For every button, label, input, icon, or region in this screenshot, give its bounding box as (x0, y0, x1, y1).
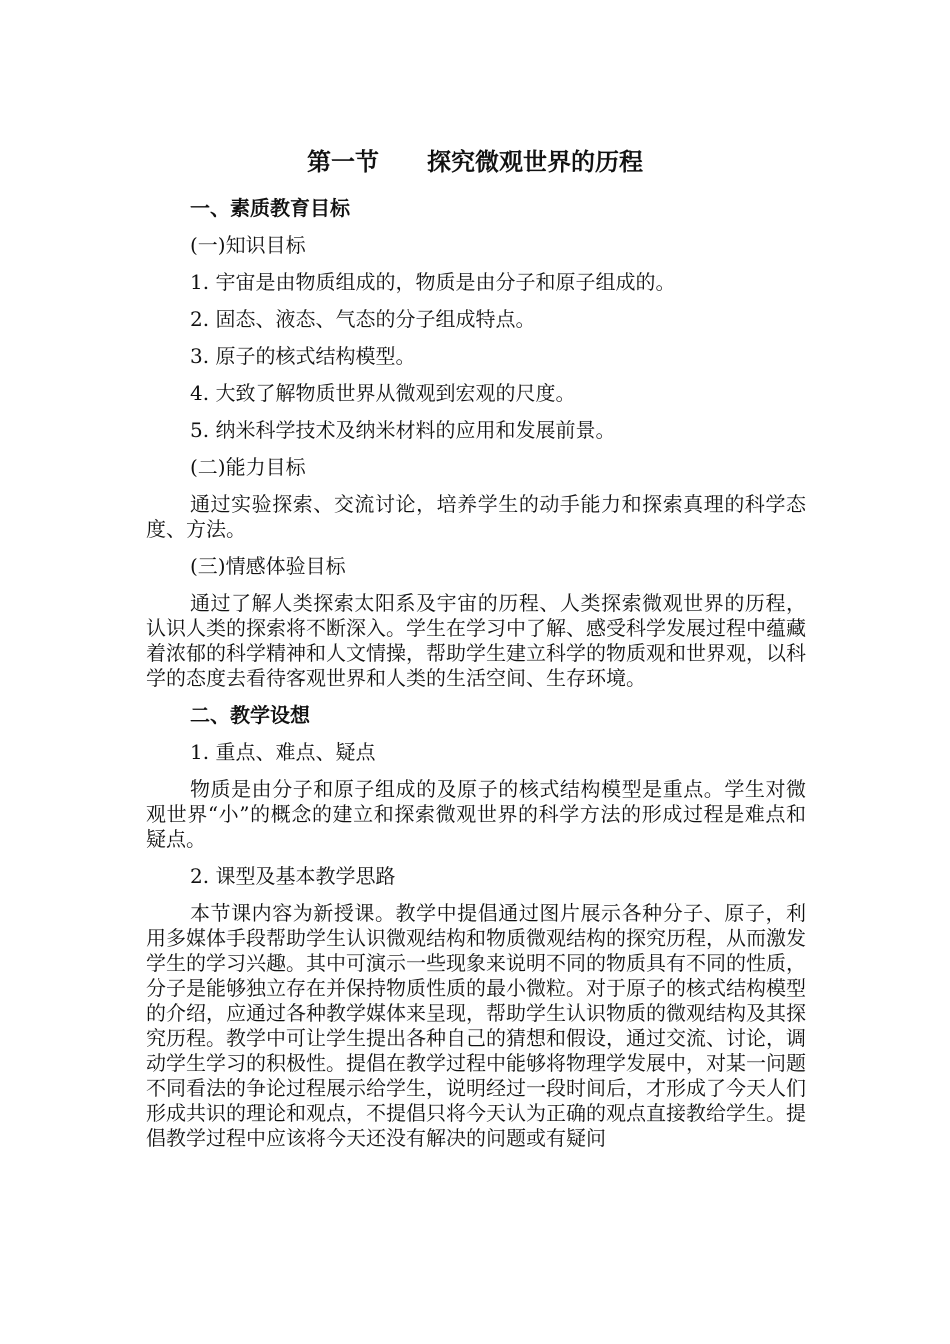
knowledge-item: 5. 纳米科学技术及纳米材料的应用和发展前景。 (190, 418, 616, 442)
document-body (146, 196, 806, 1163)
paragraph-emotion: 通过了解人类探索太阳系及宇宙的历程、人类探索微观世界的历程，认识人类的探索将不断深入。学生在学习中了解、感受科学发展过程中蕴藏着浓郁的科学精神和人文情操，帮助学生建立科学的物质观和世界观，以科学的态度去看待客观世界和人类的生活空间、生存环境。 (146, 591, 806, 690)
subheading-key-points: 1. 重点、难点、疑点 (190, 740, 376, 764)
page-title: 第一节 探究微观世界的历程 (307, 147, 643, 176)
section-heading-goals: 一、素质教育目标 (190, 196, 350, 220)
knowledge-item: 4. 大致了解物质世界从微观到宏观的尺度。 (190, 381, 576, 405)
paragraph-key-points: 物质是由分子和原子组成的及原子的核式结构模型是重点。学生对微观世界“小”的概念的建立和探索微观世界的科学方法的形成过程是难点和疑点。 (146, 777, 806, 851)
knowledge-item: 3. 原子的核式结构模型。 (190, 344, 416, 368)
subheading-knowledge: (一)知识目标 (190, 233, 306, 257)
subheading-lesson-type: 2. 课型及基本教学思路 (190, 864, 396, 888)
knowledge-item: 1. 宇宙是由物质组成的，物质是由分子和原子组成的。 (190, 270, 676, 294)
paragraph-ability: 通过实验探索、交流讨论，培养学生的动手能力和探索真理的科学态度、方法。 (146, 492, 806, 541)
subheading-emotion: (三)情感体验目标 (190, 554, 346, 578)
paragraph-lesson-type: 本节课内容为新授课。教学中提倡通过图片展示各种分子、原子，利用多媒体手段帮助学生认识微观结构和物质微观结构的探究历程，从而激发学生的学习兴趣。其中可演示一些现象来说明不同的物质具有不同的性质，分子是能够独立存在并保持物质性质的最小微粒。对于原子的核式结构模型的介绍，应通过各种教学媒体来呈现，帮助学生认识物质的微观结构及其探究历程。教学中可让学生提出各种自己的猜想和假设，通过交流、讨论，调动学生学习的积极性。提倡在教学过程中能够将物理学发展中，对某一问题不同看法的争论过程展示给学生，说明经过一段时间后，才形成了今天人们形成共识的理论和观点，不提倡只将今天认为正确的观点直接教给学生。提倡教学过程中应该将今天还没有解决的问题或有疑问 (146, 901, 806, 1150)
subheading-ability: (二)能力目标 (190, 455, 306, 479)
knowledge-item: 2. 固态、液态、气态的分子组成特点。 (190, 307, 536, 331)
section-heading-teaching: 二、教学设想 (190, 703, 310, 727)
